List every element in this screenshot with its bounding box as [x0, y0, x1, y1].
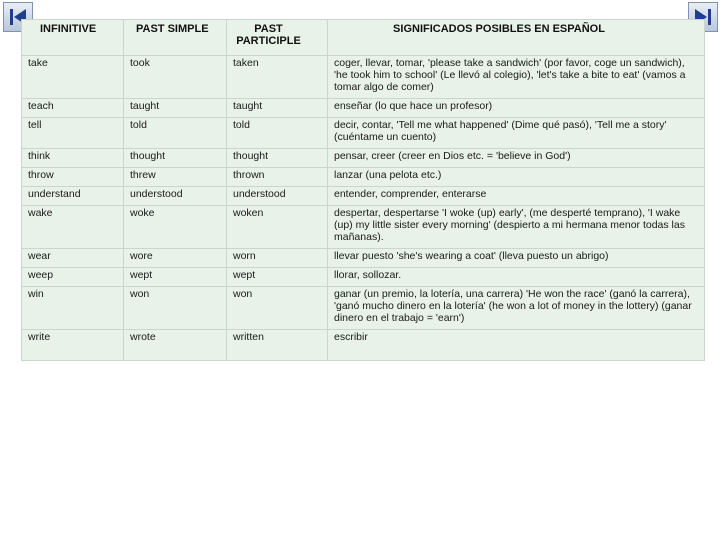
cell-past-simple: wept [124, 268, 227, 287]
cell-past-simple: took [124, 56, 227, 99]
header-past-simple: PAST SIMPLE [124, 20, 227, 56]
cell-infinitive: tell [22, 118, 124, 149]
cell-infinitive: take [22, 56, 124, 99]
cell-infinitive: weep [22, 268, 124, 287]
cell-past-participle: understood [227, 187, 328, 206]
cell-past-participle: won [227, 287, 328, 330]
header-meanings: SIGNIFICADOS POSIBLES EN ESPAÑOL [328, 20, 705, 56]
cell-meaning: ganar (un premio, la lotería, una carrera) 'He won the race' (ganó la carrera), 'ganó mucho dinero en la lotería' (he won a lot of money in the lottery) (ganar dinero en el trabajo = 'earn') [328, 287, 705, 330]
cell-meaning: entender, comprender, enterarse [328, 187, 705, 206]
table-row [22, 249, 705, 268]
table-row [22, 56, 705, 99]
header-infinitive: INFINITIVE [22, 20, 124, 56]
cell-meaning: escribir [328, 330, 705, 361]
cell-past-simple: thought [124, 149, 227, 168]
cell-meaning: despertar, despertarse 'I woke (up) early', (me desperté temprano), 'I wake (up) my little sister every morning' (despierto a mi hermana menor todas las mañanas). [328, 206, 705, 249]
cell-infinitive: wear [22, 249, 124, 268]
table-row [22, 149, 705, 168]
cell-infinitive: throw [22, 168, 124, 187]
cell-meaning: lanzar (una pelota etc.) [328, 168, 705, 187]
cell-meaning: coger, llevar, tomar, 'please take a sandwich' (por favor, coge un sandwich), 'he took him to school' (Le llevó al colegio), 'let's take a bite to eat' (vamos a tomar algo de comer) [328, 56, 705, 99]
cell-meaning: decir, contar, 'Tell me what happened' (Dime qué pasó), 'Tell me a story' (cuéntame un cuento) [328, 118, 705, 149]
cell-meaning: pensar, creer (creer en Dios etc. = 'believe in God') [328, 149, 705, 168]
cell-infinitive: think [22, 149, 124, 168]
cell-past-simple: won [124, 287, 227, 330]
table-row [22, 118, 705, 149]
table-row [22, 206, 705, 249]
cell-past-simple: wore [124, 249, 227, 268]
cell-infinitive: win [22, 287, 124, 330]
table-row [22, 287, 705, 330]
table-row [22, 168, 705, 187]
cell-past-participle: taken [227, 56, 328, 99]
table-header-row [22, 20, 705, 56]
cell-meaning: llevar puesto 'she's wearing a coat' (lleva puesto un abrigo) [328, 249, 705, 268]
cell-past-participle: woken [227, 206, 328, 249]
cell-past-simple: told [124, 118, 227, 149]
cell-infinitive: teach [22, 99, 124, 118]
cell-infinitive: write [22, 330, 124, 361]
cell-past-simple: wrote [124, 330, 227, 361]
cell-infinitive: understand [22, 187, 124, 206]
table-row [22, 99, 705, 118]
cell-meaning: enseñar (lo que hace un profesor) [328, 99, 705, 118]
cell-past-participle: wept [227, 268, 328, 287]
cell-past-simple: woke [124, 206, 227, 249]
table-row [22, 187, 705, 206]
table-row [22, 330, 705, 361]
cell-meaning: llorar, sollozar. [328, 268, 705, 287]
cell-past-participle: taught [227, 99, 328, 118]
cell-past-simple: understood [124, 187, 227, 206]
cell-past-participle: written [227, 330, 328, 361]
irregular-verbs-table [21, 19, 705, 361]
cell-past-participle: thought [227, 149, 328, 168]
cell-infinitive: wake [22, 206, 124, 249]
cell-past-participle: told [227, 118, 328, 149]
cell-past-participle: worn [227, 249, 328, 268]
cell-past-simple: taught [124, 99, 227, 118]
cell-past-simple: threw [124, 168, 227, 187]
header-past-participle: PAST PARTICIPLE [227, 20, 328, 56]
table-row [22, 268, 705, 287]
cell-past-participle: thrown [227, 168, 328, 187]
